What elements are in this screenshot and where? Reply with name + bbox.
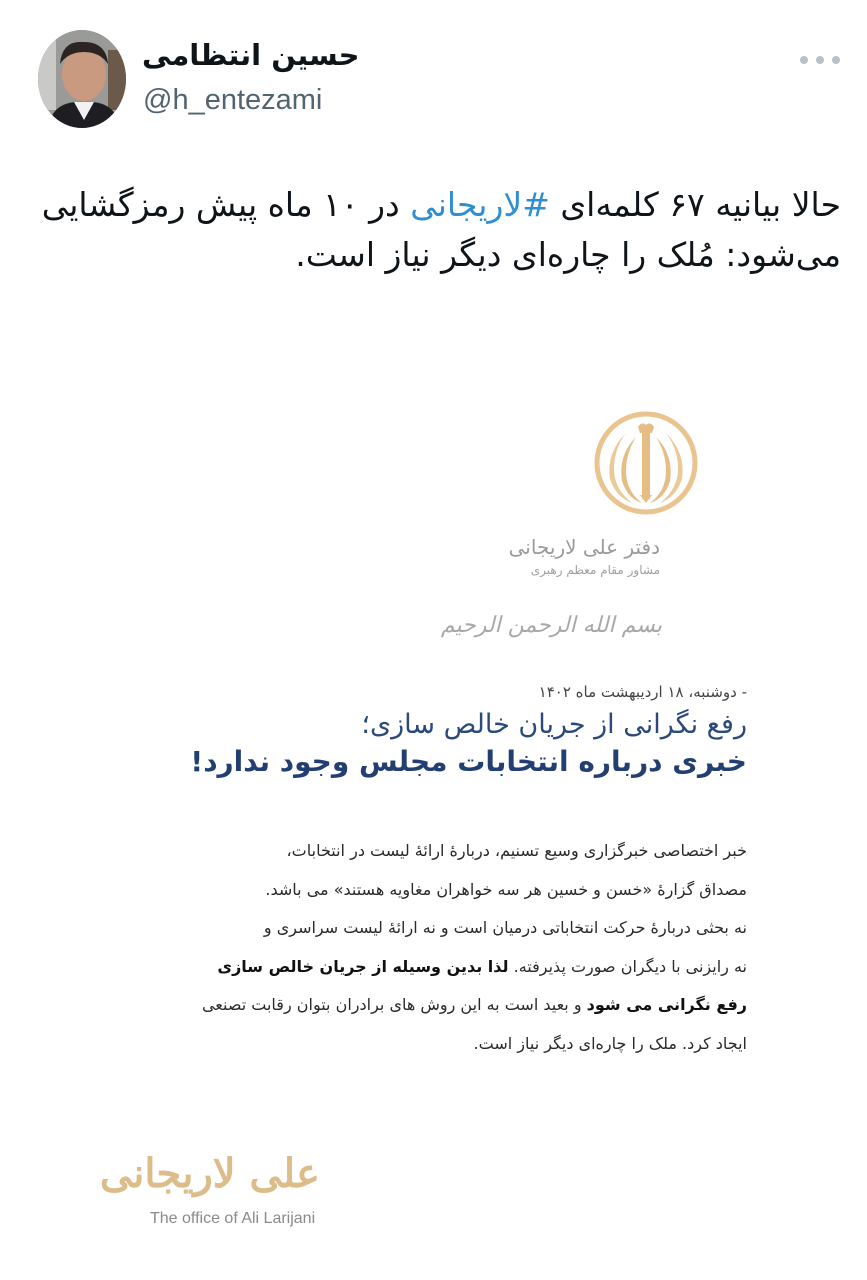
avatar[interactable] [38,30,126,128]
document-body [187,832,747,1063]
display-name[interactable]: حسین انتظامی [142,38,360,72]
bismillah-calligraphy: بسم الله الرحمن الرحیم [440,613,662,638]
more-options-button[interactable] [800,48,840,72]
tweet-text-part: حالا بیانیه ۶۷ کلمه‌ای [549,185,841,224]
more-horizontal-icon-dot [816,56,824,64]
tweet-text-part: در ۱۰ ماه پیش رمزگشایی می‌شود: مُلک را چاره‌ای دیگر نیاز است. [41,185,841,274]
hashtag-link[interactable]: #لاریجانی [410,185,550,224]
signature-caption: The office of Ali Larijani [150,1210,316,1227]
document-date: - دوشنبه، ۱۸ اردیبهشت ماه ۱۴۰۲ [538,683,747,701]
body-line: ایجاد کرد. ملک را چاره‌ای دیگر نیاز است. [473,1033,747,1053]
office-subtitle: مشاور مقام معظم رهبری [530,563,660,577]
body-line: خبر اختصاصی خبرگزاری وسیع تسنیم، دربارهٔ ارائهٔ لیست در انتخابات، [286,841,747,860]
body-text-bold: رفع نگرانی می شود [586,995,747,1014]
body-line [187,986,747,1025]
body-text: نه رایزنی با دیگران صورت پذیرفته. [508,956,747,976]
tweet-text [21,180,841,280]
tweet-header [0,0,867,150]
more-horizontal-icon [800,56,808,64]
document-headline: رفع نگرانی از جریان خالص سازی؛ [361,709,747,740]
body-line [187,948,747,987]
document-headline-bold: خبری درباره انتخابات مجلس وجود ندارد! [190,745,747,778]
iran-emblem-icon [592,407,700,522]
user-avatar-icon [38,30,126,128]
body-text-bold: لذا بدین وسیله از جریان خالص سازی [217,956,509,976]
body-line: نه بحثی دربارهٔ حرکت انتخاباتی درمیان است و نه ارائهٔ لیست سراسری و [263,918,747,937]
more-horizontal-icon-dot [832,56,840,64]
tweet-media-image[interactable] [0,395,867,1280]
user-handle[interactable]: @h_entezami [143,84,323,116]
office-title: دفتر علی لاریجانی [508,535,660,559]
larijani-signature-logo: علی لاریجانی [99,1150,320,1197]
body-line: مصداق گزارهٔ «خسن و خسین هر سه خواهران مغاویه هستند» می باشد. [265,879,747,899]
body-text: و بعید است به این روش های برادران بتوان رقابت تصنعی [201,995,587,1014]
